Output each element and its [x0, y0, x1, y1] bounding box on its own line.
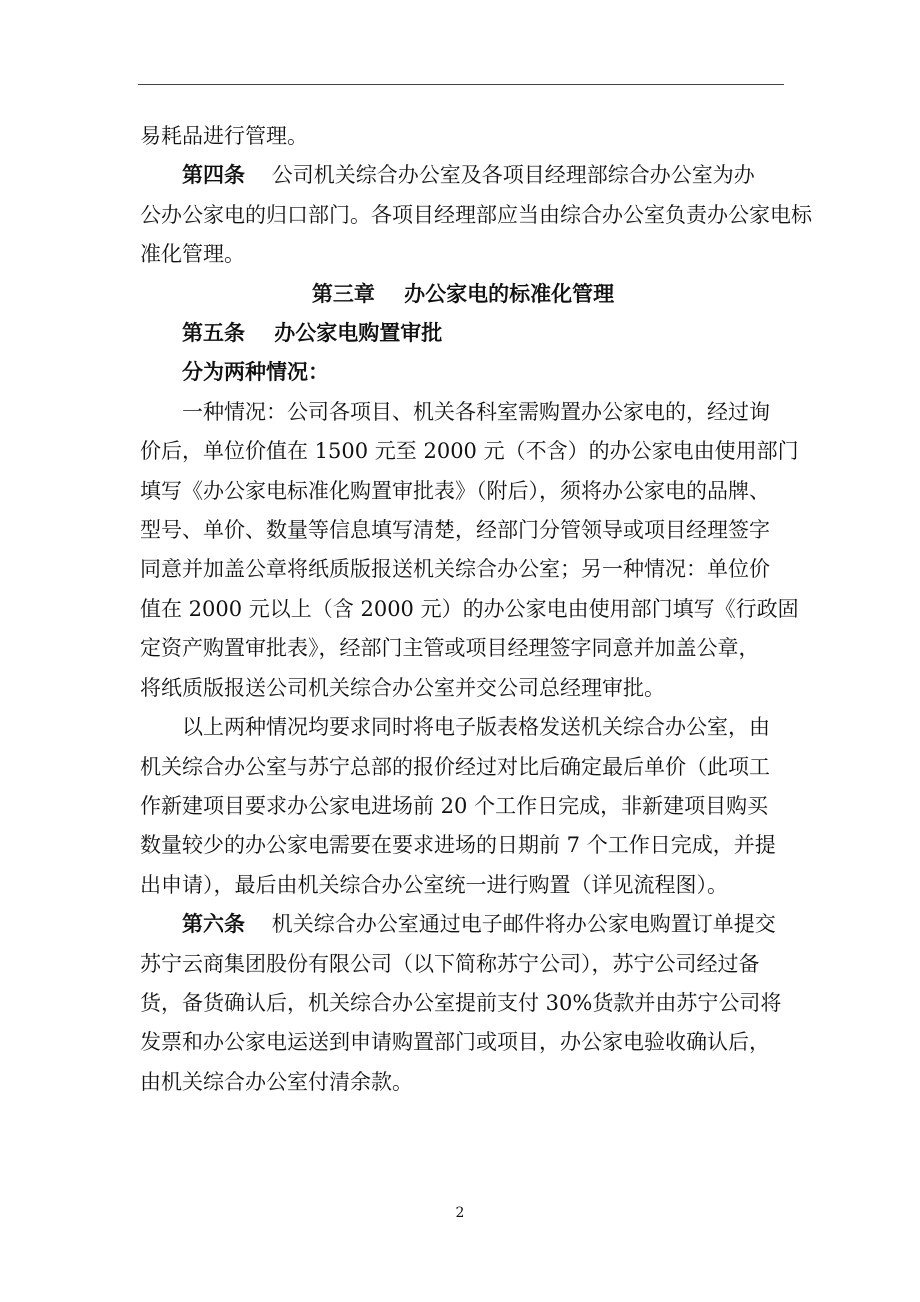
article-5-heading: 第五条 — [182, 321, 245, 346]
document-body — [140, 117, 812, 1102]
header-rule — [138, 84, 784, 85]
text-line: 将纸质版报送公司机关综合办公室并交公司总经理审批。 — [140, 675, 665, 700]
text-line: 发票和办公家电运送到申请购置部门或项目，办公家电验收确认后， — [140, 1030, 770, 1055]
text-line: 由机关综合办公室付清余款。 — [140, 1069, 413, 1094]
text-line: 易耗品进行管理。 — [140, 124, 308, 148]
article-6-text: 机关综合办公室通过电子邮件将办公家电购置订单提交 — [271, 912, 776, 937]
text-line: 价后，单位价值在 1500 元至 2000 元（不含）的办公家电由使用部门 — [140, 439, 799, 464]
text-line: 同意并加盖公章将纸质版报送机关综合办公室；另一种情况：单位价 — [140, 557, 770, 582]
text-line: 公办公家电的归口部门。各项目经理部应当由综合办公室负责办公家电标 — [140, 202, 812, 227]
text-line: 定资产购置审批表》，经部门主管或项目经理签字同意并加盖公章， — [140, 636, 760, 661]
text-line: 填写《办公家电标准化购置审批表》（附后），须将办公家电的品牌、 — [140, 478, 770, 503]
article-4 — [140, 156, 786, 195]
text-line: 以上两种情况均要求同时将电子版表格发送机关综合办公室，由 — [182, 715, 770, 740]
text-line: 苏宁云商集团股份有限公司（以下简称苏宁公司），苏宁公司经过备 — [140, 951, 760, 976]
page-number: 2 — [455, 1205, 465, 1221]
text-line: 值在 2000 元以上（含 2000 元）的办公家电由使用部门填写《行政固 — [140, 596, 799, 621]
text-line: 出申请），最后由机关综合办公室统一进行购置（详见流程图）。 — [140, 872, 728, 897]
text-line: 机关综合办公室与苏宁总部的报价经过对比后确定最后单价（此项工 — [140, 754, 770, 779]
article-5-title: 办公家电购置审批 — [274, 321, 443, 346]
article-6 — [140, 905, 786, 944]
text-line: 一种情况：公司各项目、机关各科室需购置办公家电的，经过询 — [182, 399, 770, 424]
text-line: 数量较少的办公家电需要在要求进场的日期前 7 个工作日完成，并提 — [140, 833, 776, 858]
two-cases-heading: 分为两种情况： — [182, 360, 329, 385]
article-6-heading: 第六条 — [182, 912, 245, 937]
article-4-heading: 第四条 — [182, 163, 245, 188]
article-5 — [140, 314, 786, 353]
text-line: 作新建项目要求办公家电进场前 20 个工作日完成，非新建项目购买 — [140, 793, 769, 818]
text-line: 型号、单价、数量等信息填写清楚，经部门分管领导或项目经理签字 — [140, 518, 770, 543]
article-4-text: 公司机关综合办公室及各项目经理部综合办公室为办 — [271, 163, 755, 188]
text-line: 准化管理。 — [140, 242, 245, 267]
text-line: 货，备货确认后，机关综合办公室提前支付 30%货款并由苏宁公司将 — [140, 990, 782, 1015]
chapter-heading: 第三章 办公家电的标准化管理 — [311, 281, 615, 306]
